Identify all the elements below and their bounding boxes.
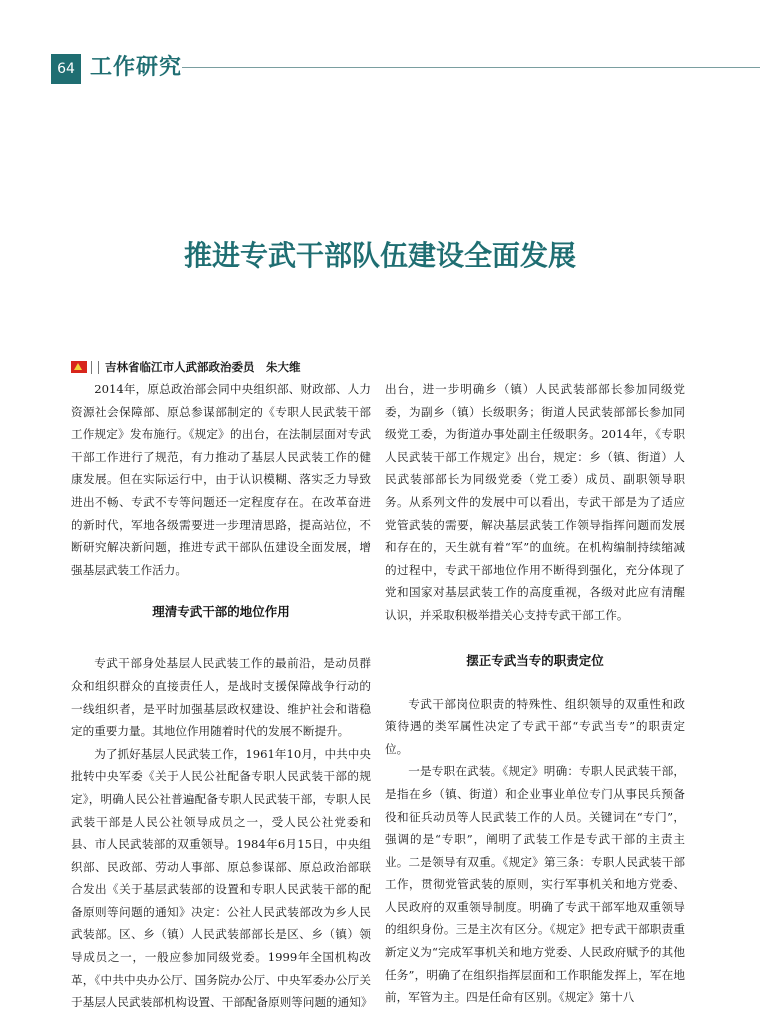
section1-paragraph-2: 为了抓好基层人民武装工作，1961年10月，中共中央批转中央军委《关于人民公社配备专职人民武装干部的规定》，明确人民公社普遍配备专职人民武装干部，专职人民武装干部是人民公社领导成员之一，受人民公社党委和县、市人民武装部的双重领导。1984年6月15日，中央组织部、民政部、劳动人事部、原总参谋部、原总政治部联合发出《关于基层武装部的设置和专职人民武装干部的配备原则等问题的通知》决定：公社人民武装部改为乡人民武装部。区、乡（镇）人民武装部部长是区、乡（镇）领导成员之一，一般应参加同级党委。1999年全国机构改革，《中共中央办公厅、国务院办公厅、中央军委办公厅关于基层人民武装部机构设置、干部配备原则等问题的通知》 [71,746,373,1010]
section2-paragraph-1: 专武干部岗位职责的特殊性、组织领导的双重性和政策待遇的类军属性决定了专武干部“专武当专”的职责定位。 [385,696,685,756]
intro-paragraph: 2014年，原总政治部会同中央组织部、财政部、人力资源社会保障部、原总参谋部制定的《专职人民武装干部工作规定》发布施行。《规定》的出台，在法制层面对专武干部工作进行了规范，有力推动了基层人民武装工作的健康发展。但在实际运行中，由于认识模糊、落实乏力导致进出不畅、专武不专等问题还一定程度存在。在改革奋进的新时代，军地各级需要进一步理清思路，提高站位，不断研究解决新问题，推进专武干部队伍建设全面发展，增强基层武装工作活力。 [71,382,371,577]
author-divider [91,361,99,374]
page-header [0,50,760,88]
continued-paragraph: 出台，进一步明确乡（镇）人民武装部部长参加同级党委，为副乡（镇）长级职务；街道人民武装部部长参加同级党工委，为街道办事处副主任级职务。2014年，《专职人民武装干部工作规定》出台，规定：乡（镇、街道）人民武装部部长为同级党委（党工委）成员、副职领导职务。从系列文件的发展中可以看出，专武干部是为了适应党管武装的需要，解决基层武装工作领导指挥问题而发展和存在的，天生就有着“军”的血统。在机构编制持续缩减的过程中，专武干部地位作用不断得到强化，充分体现了党和国家对基层武装工作的高度重视，各级对此应有清醒认识，并采取积极举措关心支持专武干部工作。 [385,382,685,622]
header-rule [182,67,760,68]
section1-paragraph-1: 专武干部身处基层人民武装工作的最前沿，是动员群众和组织群众的直接责任人，是战时支援保障战争行动的一线组织者，是平时加强基层政权建设、维护社会和谐稳定的重要力量。其地位作用随着时代的发展不断提升。 [71,656,371,739]
page-number: 64 [51,54,81,84]
left-column [71,378,371,1014]
author-line [71,358,301,376]
section-title: 工作研究 [90,55,183,80]
right-column [385,378,685,1009]
flag-icon [71,361,87,373]
section-heading-1: 理清专武干部的地位作用 [152,604,290,620]
section2-paragraph-2: 一是专职在武装。《规定》明确：专职人民武装干部，是指在乡（镇、街道）和企业事业单位专门从事民兵预备役和征兵动员等人民武装工作的人员。关键词在“专门”，强调的是“专职”，阐明了武装工作是专武干部的主责主业。二是领导有双重。《规定》第三条：专职人民武装干部工作，贯彻党管武装的原则，实行军事机关和地方党委、人民政府的双重领导制度。明确了专武干部军地双重领导的组织身份。三是主次有区分。《规定》把专武干部职责重新定义为“完成军事机关和地方党委、人民政府赋予的其他任务”，明确了在组织指挥层面和工作职能发挥上，军在地前，军管为主。四是任命有区别。《规定》第十八 [385,764,685,1005]
section-heading-2: 摆正专武当专的职责定位 [466,652,604,668]
article-title: 推进专武干部队伍建设全面发展 [183,239,576,272]
author-byline: 吉林省临江市人武部政治委员 朱大维 [105,360,301,374]
